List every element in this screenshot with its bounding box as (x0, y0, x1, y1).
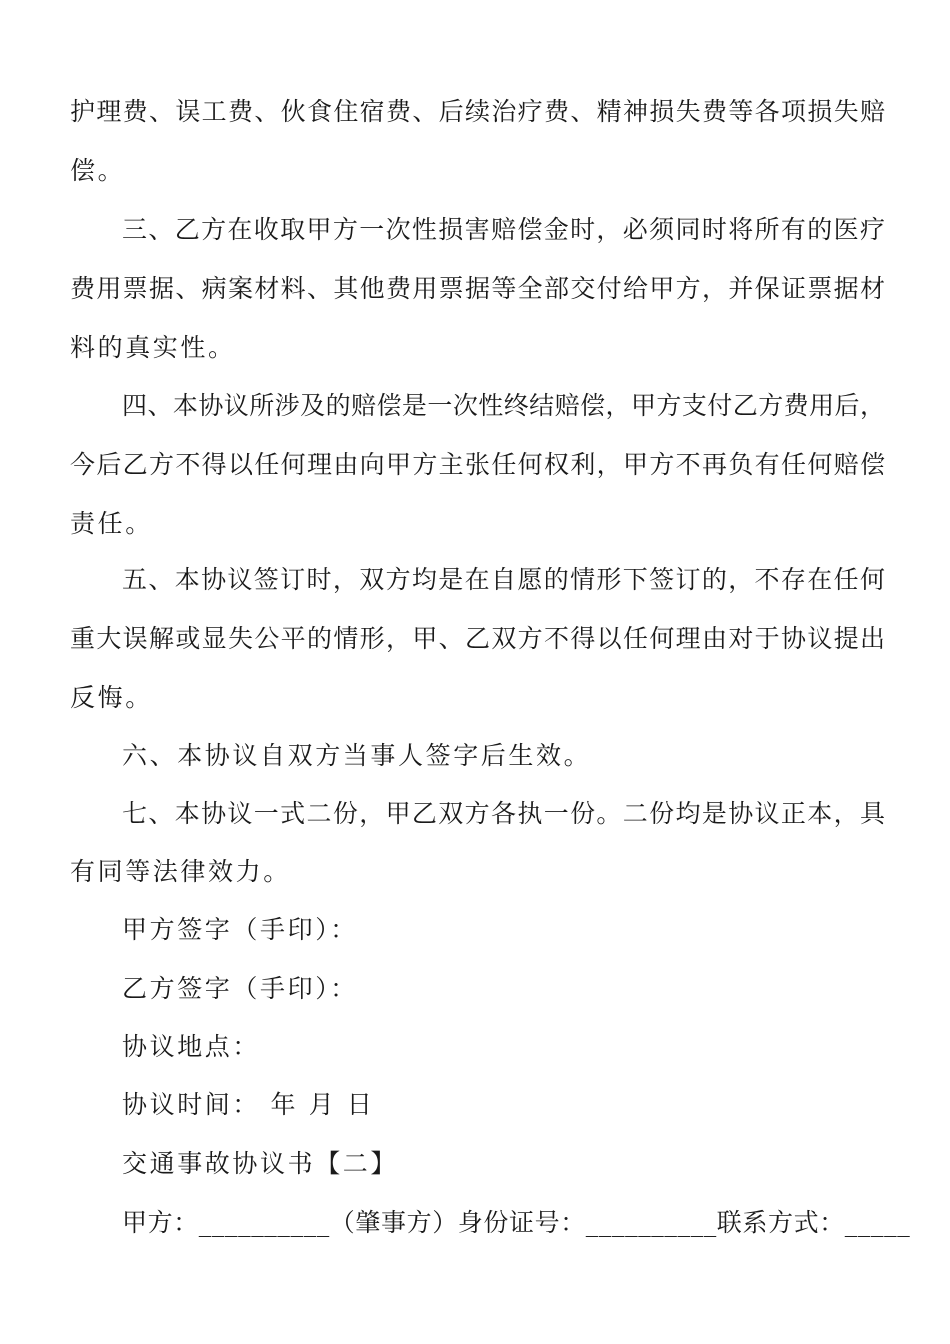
section-title: 交通事故协议书【二】 (122, 1149, 399, 1178)
damages-paragraph-line-2: 偿。 (70, 156, 126, 185)
clause-3-line-2: 费用票据、病案材料、其他费用票据等全部交付给甲方，并保证票据材 (70, 274, 885, 303)
clause-5-line-3: 反悔。 (70, 683, 153, 712)
party-b-signature-label: 乙方签字（手印）： (122, 974, 358, 1003)
damages-paragraph-line-1: 护理费、误工费、伙食住宿费、后续治疗费、精神损失费等各项损失赔 (70, 97, 885, 126)
clause-4-line-3: 责任。 (70, 509, 153, 538)
clause-7-line-1: 七、本协议一式二份，甲乙双方各执一份。二份均是协议正本，具 (122, 799, 885, 828)
party-a-signature-label: 甲方签字（手印）： (122, 915, 358, 944)
clause-6-line-1: 六、本协议自双方当事人签字后生效。 (122, 741, 592, 770)
clause-5-line-2: 重大误解或显失公平的情形，甲、乙双方不得以任何理由对于协议提出 (70, 624, 885, 653)
clause-4-line-1: 四、本协议所涉及的赔偿是一次性终结赔偿，甲方支付乙方费用后， (122, 391, 885, 420)
party-a-info-line: 甲方：__________（肇事方）身份证号：__________联系方式：_____ (122, 1208, 911, 1237)
agreement-place-label: 协议地点： (122, 1032, 261, 1061)
clause-3-line-1: 三、乙方在收取甲方一次性损害赔偿金时，必须同时将所有的医疗 (122, 215, 885, 244)
clause-3-line-3: 料的真实性。 (70, 333, 236, 362)
agreement-time-label: 协议时间： 年 月 日 (122, 1090, 375, 1119)
clause-4-line-2: 今后乙方不得以任何理由向甲方主张任何权利，甲方不再负有任何赔偿 (70, 450, 885, 479)
clause-5-line-1: 五、本协议签订时，双方均是在自愿的情形下签订的，不存在任何 (122, 565, 885, 594)
clause-7-line-2: 有同等法律效力。 (70, 857, 291, 886)
